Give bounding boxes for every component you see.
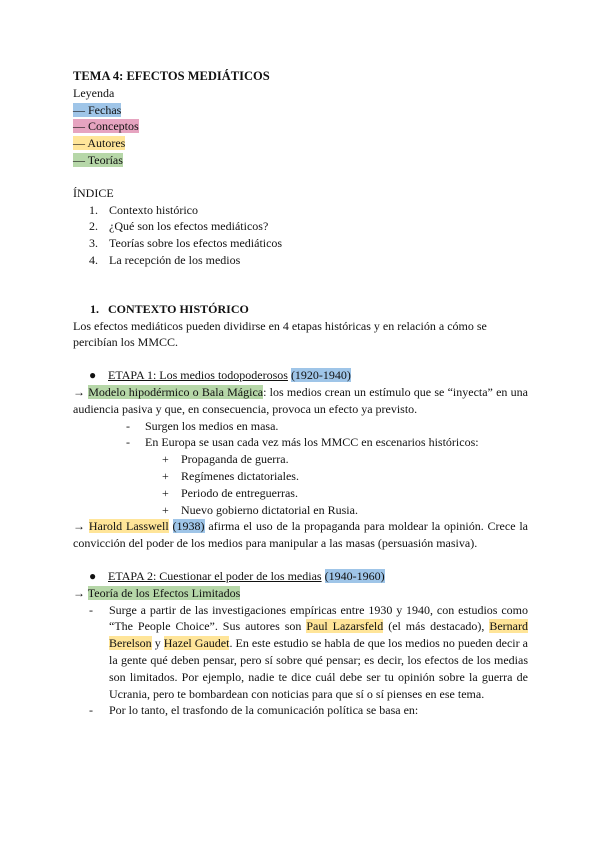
- author-gaudet: Hazel Gaudet: [163, 636, 230, 651]
- plus-marker: +: [162, 452, 169, 467]
- dash-text: En Europa se usan cada vez más los MMCC en escenarios históricos:: [145, 435, 479, 450]
- plus-marker: +: [162, 468, 169, 483]
- arrow-icon: →: [73, 519, 85, 534]
- plus-text: Periodo de entreguerras.: [181, 485, 298, 500]
- section-heading: [73, 301, 528, 318]
- stage2-heading: [73, 568, 528, 585]
- stage2-label: ETAPA 2: Cuestionar el poder de los medias: [108, 568, 322, 583]
- arrow-icon: →: [73, 585, 85, 600]
- dash-marker: -: [126, 418, 130, 433]
- stage1-theory-paragraph: [73, 384, 528, 418]
- stage2-paragraph: [73, 602, 528, 703]
- index-text: Contexto histórico: [109, 202, 198, 217]
- index-number: 2.: [89, 219, 98, 234]
- stage1-theory-rest: : los medios crean un estímulo que se “inyecta” en una audiencia pasiva y que, en consecuencia, provoca un efecto ya previsto.: [73, 384, 528, 416]
- index-text: Teorías sobre los efectos mediáticos: [109, 236, 283, 251]
- bullet-icon: ●: [89, 568, 97, 583]
- stage1-heading: [73, 367, 528, 384]
- legend-item-conceptos: [73, 118, 528, 135]
- index-item: [73, 252, 528, 269]
- index-item: [73, 218, 528, 235]
- index-number: 4.: [89, 252, 98, 267]
- legend-label: Leyenda: [73, 85, 115, 100]
- legend-autores-text: — Autores: [73, 136, 126, 151]
- section-intro: Los efectos mediáticos pueden dividirse en 4 etapas históricas y en relación a cómo se percibían los MMCC.: [73, 318, 487, 350]
- stage2-theory-line: [73, 585, 528, 602]
- index-number: 1.: [89, 202, 98, 217]
- dash-marker: -: [89, 602, 93, 617]
- legend-fechas-text: — Fechas: [73, 102, 122, 117]
- plus-marker: +: [162, 502, 169, 517]
- stage2-text-c: y: [151, 636, 164, 651]
- legend-teorias-text: — Teorías: [73, 152, 123, 167]
- legend-conceptos-text: — Conceptos: [73, 119, 139, 134]
- stage1-plus-item: [73, 451, 528, 468]
- lasswell-rest: afirma el uso de la propaganda para moldear la opinión. Crece la convicción del poder de los medios para manipular a las masas (persuasión masiva).: [73, 519, 529, 551]
- author-berelson: Bernard Berelson: [109, 619, 528, 651]
- stage1-plus-item: [73, 485, 528, 502]
- index-item: [73, 235, 528, 252]
- index-label: ÍNDICE: [73, 185, 114, 200]
- stage2-dates: (1940-1960): [324, 568, 385, 583]
- plus-text: Nuevo gobierno dictatorial en Rusia.: [181, 502, 358, 517]
- author-lasswell: Harold Lasswell: [88, 519, 169, 534]
- plus-marker: +: [162, 485, 169, 500]
- legend-item-autores: [73, 135, 528, 152]
- stage2-text-b: (el más destacado),: [383, 619, 490, 634]
- dash-marker: -: [89, 703, 93, 718]
- stage2-paragraph-2: [73, 702, 528, 719]
- stage1-label: ETAPA 1: Los medios todopoderosos: [108, 368, 288, 383]
- legend-item-fechas: [73, 102, 528, 119]
- lasswell-paragraph: [73, 518, 528, 552]
- stage1-plus-item: [73, 502, 528, 519]
- index-text: La recepción de los medios: [109, 252, 241, 267]
- stage2-text-a: Surge a partir de las investigaciones empíricas entre 1930 y 1940, con estudios como “The People Choice”. Sus autores son: [109, 602, 528, 634]
- stage1-dates: (1920-1940): [290, 368, 351, 383]
- lasswell-date: (1938): [172, 519, 205, 534]
- index-item: [73, 202, 528, 219]
- index-number: 3.: [89, 236, 98, 251]
- stage1-plus-item: [73, 468, 528, 485]
- document-title: TEMA 4: EFECTOS MEDIÁTICOS: [73, 69, 270, 83]
- index-text: ¿Qué son los efectos mediáticos?: [109, 219, 269, 234]
- arrow-icon: →: [73, 384, 85, 399]
- plus-text: Regímenes dictatoriales.: [181, 468, 299, 483]
- section-number: 1.: [90, 301, 99, 316]
- stage2-text-d: . En este estudio se habla de que los medios no pueden decir a la gente qué deben pensar, pero sí sobre qué pensar; es decir, los efectos de los medias son limitados. Por ejemplo, nadie te dice cuál debe ser tu opinión sobre la guerra de Ucrania, pero te bombardean con noticias para que sí o sí pienses en ese tema.: [109, 636, 529, 701]
- document-page: [73, 68, 528, 719]
- stage2-theory: Teoría de los Efectos Limitados: [87, 585, 241, 600]
- stage1-dash-item: [73, 434, 528, 451]
- section-heading-text: CONTEXTO HISTÓRICO: [108, 301, 249, 316]
- legend-item-teorias: [73, 152, 528, 169]
- plus-text: Propaganda de guerra.: [181, 452, 289, 467]
- dash-marker: -: [126, 435, 130, 450]
- stage2-text-2: Por lo tanto, el trasfondo de la comunicación política se basa en:: [109, 703, 419, 718]
- author-lazarsfeld: Paul Lazarsfeld: [306, 619, 384, 634]
- stage1-dash-item: [73, 418, 528, 435]
- dash-text: Surgen los medios en masa.: [145, 418, 279, 433]
- index-list: [73, 202, 528, 269]
- bullet-icon: ●: [89, 368, 97, 383]
- stage1-theory: Modelo hipodérmico o Bala Mágica: [88, 384, 264, 399]
